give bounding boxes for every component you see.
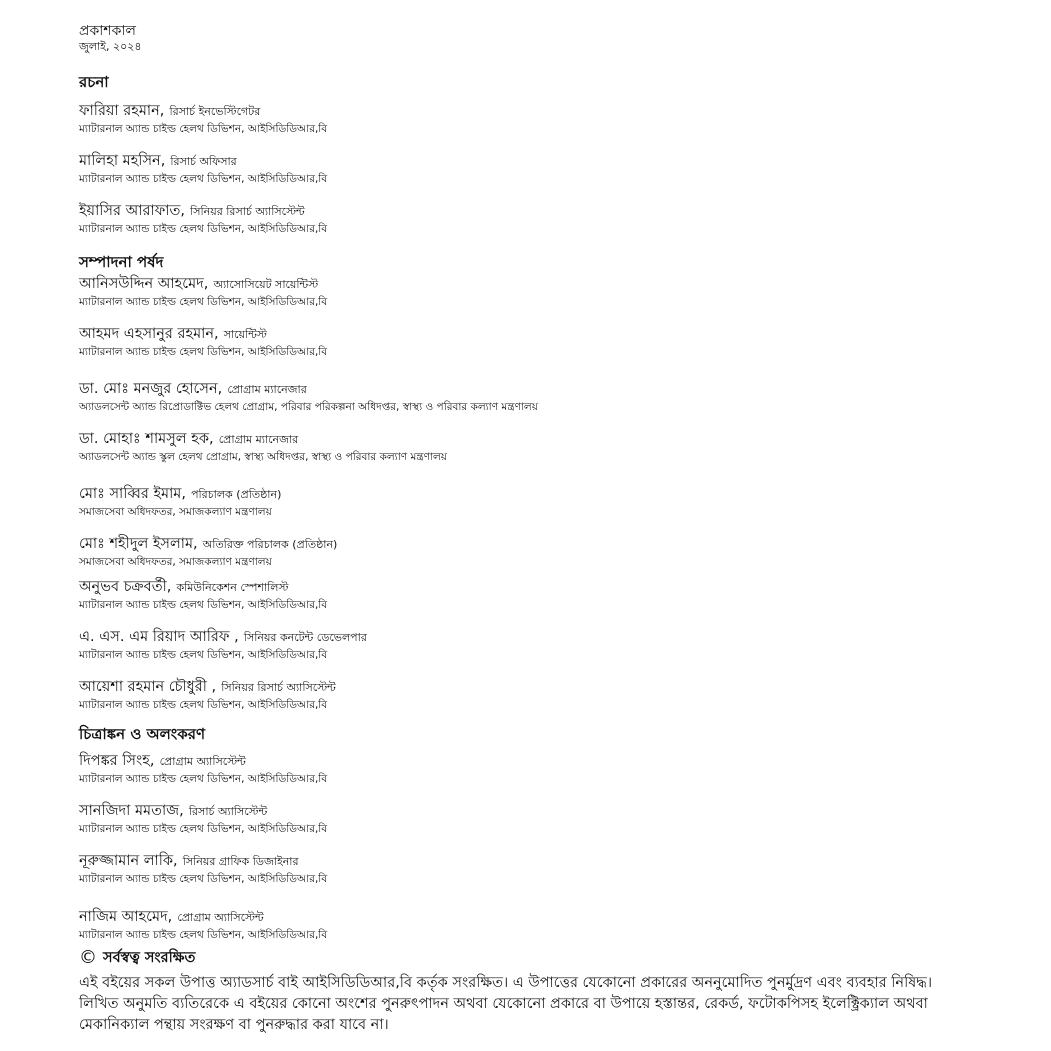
person-name: আয়েশা রহমান চৌধুরী , — [79, 679, 217, 695]
section-heading-writing: রচনা — [79, 73, 109, 91]
person-org: ম্যাটারনাল অ্যান্ড চাইল্ড হেলথ ডিভিশন, আইসিডিডিআর,বি — [79, 699, 328, 711]
writer-entry — [79, 200, 327, 236]
illustrator-entry — [79, 800, 327, 836]
person-name: সানজিদা মমতাজ, — [79, 803, 184, 819]
person-role: সিনিয়র রিসার্চ অ্যাসিস্টেন্ট — [190, 205, 305, 218]
editor-entry — [79, 323, 327, 359]
editor-entry — [79, 483, 281, 519]
person-org: ম্যাটারনাল অ্যান্ড চাইল্ড হেলথ ডিভিশন, আইসিডিডিআর,বি — [79, 123, 328, 135]
person-org: সমাজসেবা অধিদফতর, সমাজকল্যাণ মন্ত্রণালয় — [79, 556, 272, 568]
person-name: ইয়াসির আরাফাত, — [79, 203, 185, 219]
writer-entry — [79, 100, 327, 136]
person-org: ম্যাটারনাল অ্যান্ড চাইল্ড হেলথ ডিভিশন, আইসিডিডিআর,বি — [79, 649, 328, 661]
person-org: ম্যাটারনাল অ্যান্ড চাইল্ড হেলথ ডিভিশন, আইসিডিডিআর,বি — [79, 223, 328, 235]
person-org: ম্যাটারনাল অ্যান্ড চাইল্ড হেলথ ডিভিশন, আইসিডিডিআর,বি — [79, 599, 328, 611]
writer-entry — [79, 150, 327, 186]
person-role: প্রোগ্রাম অ্যাসিস্টেন্ট — [159, 755, 246, 768]
editor-entry — [79, 676, 336, 712]
person-name: নূরুজ্জামান লাকি, — [79, 853, 178, 869]
editor-entry — [79, 273, 327, 309]
person-role: সিনিয়র গ্রাফিক ডিজাইনার — [182, 855, 299, 868]
person-role: সায়েন্টিস্ট — [223, 328, 267, 341]
person-name: মালিহা মহসিন, — [79, 153, 166, 169]
person-org: ম্যাটারনাল অ্যান্ড চাইল্ড হেলথ ডিভিশন, আইসিডিডিআর,বি — [79, 296, 328, 308]
person-role: প্রোগ্রাম অ্যাসিস্টেন্ট — [177, 911, 264, 924]
section-heading-illustration: চিত্রাঙ্কন ও অলংকরণ — [79, 725, 206, 743]
illustrator-entry — [79, 850, 327, 886]
person-role: পরিচালক (প্রতিষ্ঠান) — [191, 488, 282, 501]
editor-entry — [79, 533, 337, 569]
person-name: দিপঙ্কর সিংহ, — [79, 753, 155, 769]
publication-block — [79, 22, 142, 54]
person-role: রিসার্চ অফিসার — [170, 155, 237, 168]
person-org: ম্যাটারনাল অ্যান্ড চাইল্ড হেলথ ডিভিশন, আইসিডিডিআর,বি — [79, 823, 328, 835]
illustrator-entry — [79, 906, 327, 942]
person-name: মোঃ সাব্বির ইমাম, — [79, 486, 186, 502]
person-name: ফারিয়া রহমান, — [79, 103, 165, 119]
person-org: ম্যাটারনাল অ্যান্ড চাইল্ড হেলথ ডিভিশন, আইসিডিডিআর,বি — [79, 773, 328, 785]
person-role: সিনিয়র রিসার্চ অ্যাসিস্টেন্ট — [221, 681, 336, 694]
person-name: আনিসউদ্দিন আহমেদ, — [79, 276, 209, 292]
person-name: মোঃ শহীদুল ইসলাম, — [79, 536, 198, 552]
person-role: রিসার্চ ইনভেস্টিগেটর — [169, 105, 261, 118]
person-org: ম্যাটারনাল অ্যান্ড চাইল্ড হেলথ ডিভিশন, আইসিডিডিআর,বি — [79, 346, 328, 358]
person-role: সিনিয়র কনটেন্ট ডেভেলপার — [243, 631, 367, 644]
person-name: আহমদ এহসানুর রহমান, — [79, 326, 219, 342]
person-name: ডা. মোঃ মনজুর হোসেন, — [79, 381, 223, 397]
person-org: ম্যাটারনাল অ্যান্ড চাইল্ড হেলথ ডিভিশন, আইসিডিডিআর,বি — [79, 929, 328, 941]
section-heading-editorial: সম্পাদনা পর্ষদ — [79, 253, 164, 271]
publication-label: প্রকাশকাল — [79, 23, 136, 39]
person-name: এ. এস. এম রিয়াদ আরিফ , — [79, 629, 239, 645]
editor-entry — [79, 626, 367, 662]
person-org: অ্যাডলসেন্ট অ্যান্ড রিপ্রোডাক্টিভ হেলথ প্রোগ্রাম, পরিবার পরিকল্পনা অধিদপ্তর, স্বাস্থ্য ও পরিবার কল্যাণ মন্ত্রণালয় — [79, 401, 538, 413]
person-name: ডা. মোহাঃ শামসুল হক, — [79, 431, 214, 447]
editor-entry — [79, 378, 538, 414]
person-role: অতিরিক্ত পরিচালক (প্রতিষ্ঠান) — [202, 538, 338, 551]
person-role: প্রোগ্রাম ম্যানেজার — [227, 383, 307, 396]
person-org: ম্যাটারনাল অ্যান্ড চাইল্ড হেলথ ডিভিশন, আইসিডিডিআর,বি — [79, 873, 328, 885]
person-role: রিসার্চ অ্যাসিস্টেন্ট — [188, 805, 268, 818]
editor-entry — [79, 576, 327, 612]
copyright-heading — [79, 948, 195, 968]
person-role: অ্যাসোসিয়েট সায়েন্টিস্ট — [213, 278, 319, 291]
person-org: অ্যাডলসেন্ট অ্যান্ড স্কুল হেলথ প্রোগ্রাম, স্বাস্থ্য অধিদপ্তর, স্বাস্থ্য ও পরিবার কল্যাণ মন্ত্রণালয় — [79, 451, 447, 463]
copyright-notice: এই বইয়ের সকল উপাত্ত অ্যাডসার্চ বাই আইসিডিডিআর,বি কর্তৃক সংরক্ষিত। এ উপাত্তের যেকোনো প্রকারের অননুমোদিত পুনর্মুদ্রণ এবং ব্যবহার নিষিদ্ধ। লিখিত অনুমতি ব্যতিরেকে এ বইয়ের কোনো অংশের পুনরুৎপাদন অথবা যেকোনো প্রকারে বা উপায়ে হস্তান্তর, রেকর্ড, ফটোকপিসহ ইলেক্ট্রিক্যাল অথবা মেকানিক্যাল পন্থায় সংরক্ষণ বা পুনরুদ্ধার করা যাবে না। — [79, 975, 933, 1033]
person-role: প্রোগ্রাম ম্যানেজার — [218, 433, 299, 446]
person-org: ম্যাটারনাল অ্যান্ড চাইল্ড হেলথ ডিভিশন, আইসিডিডিআর,বি — [79, 173, 328, 185]
person-org: সমাজসেবা অধিদফতর, সমাজকল্যাণ মন্ত্রণালয় — [79, 506, 272, 518]
person-name: নাজিম আহমেদ, — [79, 909, 173, 925]
illustrator-entry — [79, 750, 327, 786]
publication-date: জুলাই, ২০২৪ — [79, 40, 142, 53]
copyright-heading-text: সর্বস্বত্ব সংরক্ষিত — [103, 950, 196, 966]
person-name: অনুভব চক্রবর্তী, — [79, 579, 172, 595]
editor-entry — [79, 428, 447, 464]
copyright-icon: © — [79, 947, 97, 968]
person-role: কমিউনিকেশন স্পেশালিস্ট — [176, 581, 289, 594]
